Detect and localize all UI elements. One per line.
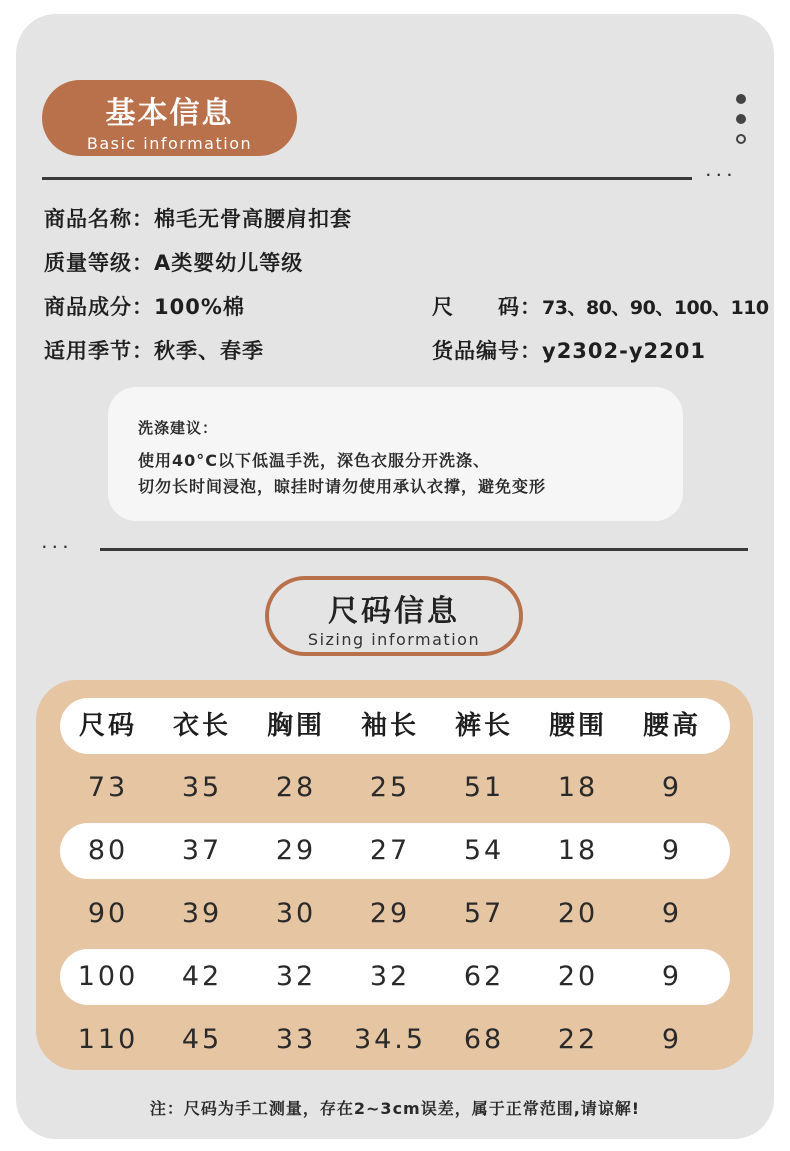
season: 适用季节：秋季、春季: [44, 339, 264, 363]
table-cell: 45: [181, 1024, 223, 1055]
table-cell: 20: [557, 898, 599, 929]
table-cell: 80: [87, 835, 129, 866]
size-range-value: 73、80、90、100、110: [542, 297, 769, 319]
table-cell: 28: [275, 772, 317, 803]
table-cell: 39: [181, 898, 223, 929]
quality-grade: 质量等级：A类婴幼儿等级: [44, 251, 304, 275]
dotted-divider: ···: [706, 168, 738, 182]
table-header-row: [60, 698, 730, 754]
size-range-label: 尺 码：: [432, 295, 542, 319]
basic-info-badge: [42, 80, 297, 156]
item-code: 货品编号：y2302-y2201: [432, 339, 706, 363]
table-cell: 20: [557, 961, 599, 992]
product-name: 商品名称：棉毛无骨高腰肩扣套: [44, 207, 352, 231]
dotted-divider: ···: [42, 540, 74, 554]
table-cell: 32: [275, 961, 317, 992]
table-cell: 9: [661, 835, 683, 866]
table-cell: 42: [181, 961, 223, 992]
table-cell: 25: [369, 772, 411, 803]
table-cell: 9: [661, 772, 683, 803]
table-header-cell: 裤长: [454, 711, 513, 741]
table-row: [60, 823, 730, 879]
table-cell: 18: [557, 772, 599, 803]
divider-line: [100, 548, 748, 551]
dot-icon: [736, 94, 746, 104]
table-cell: 51: [463, 772, 505, 803]
table-cell: 34.5: [353, 1024, 427, 1055]
more-dots-icon: [736, 94, 748, 154]
washing-advice-box: [108, 387, 683, 521]
washing-title: 洗涤建议：: [138, 419, 219, 437]
table-cell: 100: [77, 961, 139, 992]
sizing-info-title: 尺码信息: [328, 594, 460, 629]
table-row: [60, 760, 730, 816]
washing-line-1: 使用40°C以下低温手洗，深色衣服分开洗涤、: [138, 451, 491, 470]
dot-icon: [736, 114, 746, 124]
basic-info-subtitle: Basic information: [86, 134, 253, 153]
table-row: [60, 949, 730, 1005]
table-cell: 32: [369, 961, 411, 992]
table-header-cell: 腰高: [642, 711, 701, 741]
table-header-cell: 胸围: [266, 711, 325, 741]
table-cell: 27: [369, 835, 411, 866]
table-cell: 35: [181, 772, 223, 803]
table-row: [60, 886, 730, 942]
table-cell: 33: [275, 1024, 317, 1055]
table-cell: 54: [463, 835, 505, 866]
table-row: [60, 1012, 730, 1068]
table-header-cell: 袖长: [360, 711, 419, 741]
washing-line-2: 切勿长时间浸泡，晾挂时请勿使用承认衣撑，避免变形: [138, 477, 547, 496]
table-header-cell: 腰围: [548, 711, 607, 741]
table-cell: 22: [557, 1024, 599, 1055]
measurement-note: 注：尺码为手工测量，存在2~3cm误差，属于正常范围,请谅解!: [149, 1099, 641, 1118]
table-cell: 73: [87, 772, 129, 803]
table-cell: 30: [275, 898, 317, 929]
table-cell: 29: [275, 835, 317, 866]
sizing-info-badge: [265, 576, 523, 656]
basic-info-title: 基本信息: [105, 96, 234, 131]
table-header-cell: 尺码: [78, 711, 137, 741]
table-cell: 18: [557, 835, 599, 866]
divider-line: [42, 177, 692, 180]
table-cell: 37: [181, 835, 223, 866]
composition: 商品成分：100%棉: [44, 295, 245, 319]
table-cell: 9: [661, 1024, 683, 1055]
table-cell: 29: [369, 898, 411, 929]
table-cell: 62: [463, 961, 505, 992]
table-cell: 57: [463, 898, 505, 929]
table-cell: 110: [77, 1024, 139, 1055]
table-cell: 9: [661, 961, 683, 992]
size-table: [36, 680, 753, 1070]
sizing-info-subtitle: Sizing information: [307, 630, 481, 649]
table-header-cell: 衣长: [172, 711, 231, 741]
size-range: [432, 291, 769, 321]
table-cell: 90: [87, 898, 129, 929]
table-cell: 9: [661, 898, 683, 929]
table-cell: 68: [463, 1024, 505, 1055]
dot-icon: [736, 134, 746, 144]
